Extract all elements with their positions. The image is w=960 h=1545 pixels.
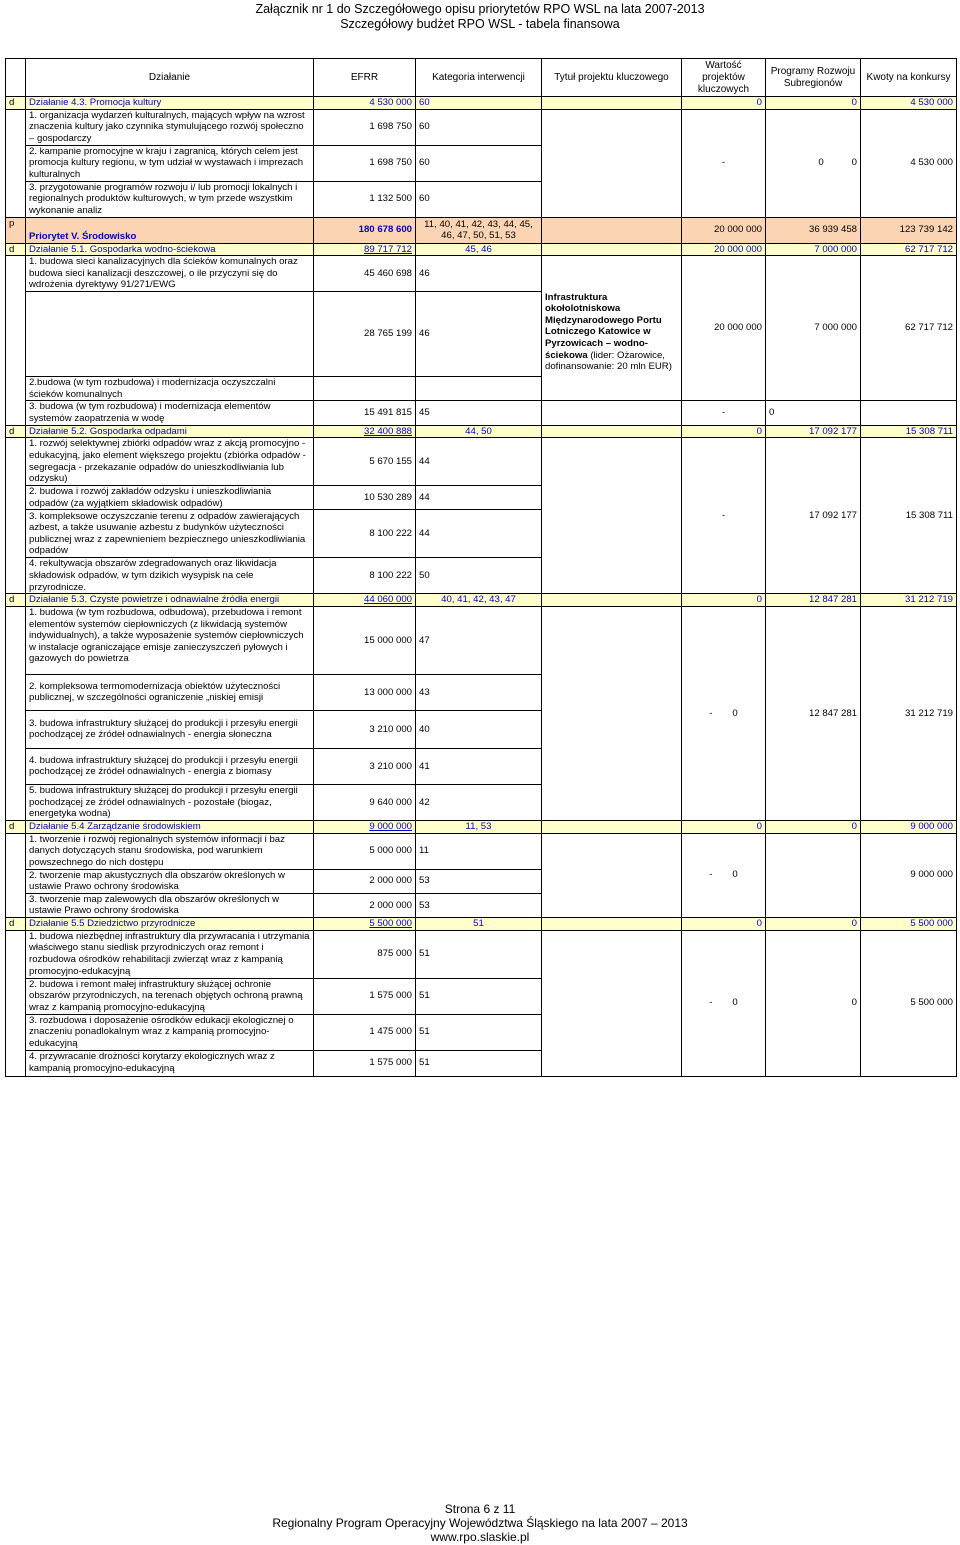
efrr-cell: 1 698 750	[314, 145, 416, 181]
item-description: 5. budowa infrastruktury służącej do produkcji i przesyłu energii pochodzącej ze źródeł odnawialnych - pozostałe (biogaz, energetyka wodna)	[26, 784, 314, 820]
amount-cell: 5 500 000	[861, 930, 957, 1076]
category-cell: 46	[416, 292, 542, 377]
programs-cell: 0	[766, 97, 861, 110]
programs-value-2: 0	[851, 157, 857, 169]
table-row	[6, 217, 957, 243]
programs-cell	[766, 109, 861, 217]
key-project-name: Infrastruktura okołolotniskowa Międzynarodowego Portu Lotniczego Katowice w Pyrzowicach – wodno-ściekowa	[545, 291, 662, 361]
item-description: 4. przywracanie drożności korytarzy ekologicznych wraz z kampanią promocyjno-edukacyjną	[26, 1050, 314, 1076]
amount-cell: 5 500 000	[861, 917, 957, 930]
key-project-details: (lider: Ożarowice, dofinansowanie: 20 mln EUR)	[545, 349, 672, 373]
efrr-cell	[314, 377, 416, 401]
title-cell	[542, 820, 682, 833]
table-row	[6, 606, 957, 674]
category-cell: 51	[416, 1014, 542, 1050]
item-description: 3. budowa (w tym rozbudowa) i modernizacja elementów systemów zaopatrzenia w wodę	[26, 401, 314, 425]
amount-cell: 9 000 000	[861, 833, 957, 917]
row-mark	[6, 833, 26, 917]
efrr-cell: 4 530 000	[314, 97, 416, 110]
table-row	[6, 97, 957, 110]
category-cell: 60	[416, 109, 542, 145]
item-description: 3. budowa infrastruktury służącej do produkcji i przesyłu energii pochodzącej ze źródeł odnawialnych - energia słoneczna	[26, 710, 314, 748]
programs-cell: 17 092 177	[766, 425, 861, 438]
category-cell: 45	[416, 401, 542, 425]
category-cell: 51	[416, 1050, 542, 1076]
row-mark: d	[6, 97, 26, 110]
website-link[interactable]: www.rpo.slaskie.pl	[430, 1530, 530, 1544]
section-title: Działanie 5.1. Gospodarka wodno-ściekowa	[26, 243, 314, 256]
efrr-cell: 2 000 000	[314, 893, 416, 917]
table-header-row	[6, 59, 957, 97]
item-description: 1. rozwój selektywnej zbiórki odpadów wraz z akcją promocyjno - edukacyjną, jako element większego projektu (zbiórka odpadów - segregacja - przekazanie odpadów do unieszkodliwiania lub odzysku)	[26, 438, 314, 486]
efrr-cell: 8 100 222	[314, 510, 416, 558]
category-cell: 60	[416, 145, 542, 181]
value-cell	[682, 930, 766, 1076]
item-description: 2. budowa i remont małej infrastruktury służącej ochronie obszarów przyrodniczych, na terenach objętych ochroną prawną wraz z kampanią promocyjno-edukacyjną	[26, 978, 314, 1014]
category-cell: 11	[416, 833, 542, 869]
programs-cell: 7 000 000	[766, 243, 861, 256]
value-zero: 0	[732, 707, 738, 719]
amount-cell: 4 530 000	[861, 109, 957, 217]
row-mark: d	[6, 820, 26, 833]
efrr-cell: 10 530 289	[314, 486, 416, 510]
item-description: 2.budowa (w tym rozbudowa) i modernizacja oczyszczalni ścieków komunalnych	[26, 377, 314, 401]
efrr-cell: 1 575 000	[314, 978, 416, 1014]
category-cell: 44, 50	[416, 425, 542, 438]
efrr-cell: 5 670 155	[314, 438, 416, 486]
efrr-cell: 9 000 000	[314, 820, 416, 833]
efrr-cell: 5 000 000	[314, 833, 416, 869]
amount-cell: 15 308 711	[861, 438, 957, 594]
efrr-cell: 1 575 000	[314, 1050, 416, 1076]
category-cell: 44	[416, 438, 542, 486]
title-cell	[542, 594, 682, 607]
item-description: 1. budowa niezbędnej infrastruktury dla przywracania i utrzymania właściwego stanu siedlisk przyrodniczych oraz remont i rozbudowa ośrodków rehabilitacji zwierząt wraz z kampanią promocyjno-edukacyjną	[26, 930, 314, 978]
title-cell	[542, 425, 682, 438]
programs-cell: 0	[766, 930, 861, 1076]
value-zero: 0	[732, 869, 738, 881]
efrr-cell: 32 400 888	[314, 425, 416, 438]
row-mark: d	[6, 917, 26, 930]
header-cell-programy: Programy Rozwoju Subregionów	[766, 59, 861, 97]
programs-cell	[766, 833, 861, 917]
row-mark: d	[6, 425, 26, 438]
efrr-cell: 89 717 712	[314, 243, 416, 256]
header-cell-kategoria: Kategoria interwencji	[416, 59, 542, 97]
amount-cell: 31 212 719	[861, 594, 957, 607]
item-description: 3. kompleksowe oczyszczanie terenu z odpadów zawierających azbest, a także usuwanie azbestu z budynków użyteczności publicznej wraz z zapewnieniem bezpiecznego unieszkodliwiania odpadów	[26, 510, 314, 558]
row-mark	[6, 930, 26, 1076]
item-description: 3. przygotowanie programów rozwoju i/ lub promocji lokalnych i regionalnych produktów kulturowych, w tym przede wszystkim wykonanie analiz	[26, 181, 314, 217]
table-row	[6, 917, 957, 930]
table-row	[6, 438, 957, 486]
item-description: 2. budowa i rozwój zakładów odzysku i unieszkodliwiania odpadów (za wyjątkiem składowisk odpadów)	[26, 486, 314, 510]
title-cell	[542, 917, 682, 930]
header-cell-efrr: EFRR	[314, 59, 416, 97]
title-cell	[542, 217, 682, 243]
category-cell: 40	[416, 710, 542, 748]
header-cell-dzialanie: Działanie	[26, 59, 314, 97]
row-mark	[6, 109, 26, 217]
section-title: Działanie 5.2. Gospodarka odpadami	[26, 425, 314, 438]
efrr-cell: 1 475 000	[314, 1014, 416, 1050]
category-cell: 51	[416, 917, 542, 930]
row-mark	[6, 256, 26, 425]
value-dash: -	[709, 869, 713, 881]
document-title: Załącznik nr 1 do Szczegółowego opisu priorytetów RPO WSL na lata 2007-2013	[255, 2, 705, 16]
programs-cell: 12 847 281	[766, 606, 861, 820]
efrr-cell: 3 210 000	[314, 748, 416, 784]
category-cell: 11, 53	[416, 820, 542, 833]
amount-cell: 123 739 142	[861, 217, 957, 243]
amount-cell: 4 530 000	[861, 97, 957, 110]
efrr-cell: 1 132 500	[314, 181, 416, 217]
row-mark: d	[6, 243, 26, 256]
efrr-cell: 9 640 000	[314, 784, 416, 820]
amount-cell	[861, 401, 957, 425]
programs-cell: 7 000 000	[766, 256, 861, 401]
efrr-cell: 44 060 000	[314, 594, 416, 607]
row-mark: d	[6, 594, 26, 607]
item-description	[26, 292, 314, 377]
efrr-cell: 3 210 000	[314, 710, 416, 748]
key-project-title	[542, 256, 682, 401]
efrr-cell: 875 000	[314, 930, 416, 978]
amount-cell: 62 717 712	[861, 256, 957, 401]
section-title: Działanie 5.5 Dziedzictwo przyrodnicze	[26, 917, 314, 930]
value-cell: 0	[682, 594, 766, 607]
category-cell: 51	[416, 930, 542, 978]
program-name: Regionalny Program Operacyjny Województwa Śląskiego na lata 2007 – 2013	[272, 1516, 688, 1530]
value-cell: -	[682, 438, 766, 594]
item-description: 4. rekultywacja obszarów zdegradowanych oraz likwidacja składowisk odpadów, w tym dzikich wysypisk na cele przyrodnicze.	[26, 558, 314, 594]
amount-cell: 62 717 712	[861, 243, 957, 256]
value-cell: 0	[682, 820, 766, 833]
item-description: 3. rozbudowa i doposażenie ośrodków edukacji ekologicznej o znaczeniu ponadlokalnym wraz z kampanią promocyjno-edukacyjną	[26, 1014, 314, 1050]
value-cell: 0	[682, 425, 766, 438]
category-cell: 60	[416, 181, 542, 217]
value-cell: 20 000 000	[682, 256, 766, 401]
table-row	[6, 820, 957, 833]
amount-cell: 9 000 000	[861, 820, 957, 833]
budget-table	[5, 58, 957, 1077]
table-row	[6, 401, 957, 425]
value-cell	[682, 606, 766, 820]
title-cell	[542, 930, 682, 1076]
item-description: 3. tworzenie map zalewowych dla obszarów określonych w ustawie Prawo ochrony środowiska	[26, 893, 314, 917]
value-cell: 20 000 000	[682, 217, 766, 243]
title-cell	[542, 97, 682, 110]
item-description: 2. tworzenie map akustycznych dla obszarów określonych w ustawie Prawo ochrony środowiska	[26, 869, 314, 893]
category-cell: 46	[416, 256, 542, 292]
category-cell: 43	[416, 674, 542, 710]
header-cell-mark	[6, 59, 26, 97]
efrr-cell: 15 000 000	[314, 606, 416, 674]
header-cell-tytul: Tytuł projektu kluczowego	[542, 59, 682, 97]
title-cell	[542, 606, 682, 820]
section-title: Działanie 5.3. Czyste powietrze i odnawialne źródła energii	[26, 594, 314, 607]
priority-title: Priorytet V. Środowisko	[26, 217, 314, 243]
programs-cell: 0	[766, 401, 861, 425]
category-cell: 45, 46	[416, 243, 542, 256]
efrr-cell: 180 678 600	[314, 217, 416, 243]
category-cell: 51	[416, 978, 542, 1014]
page-number: Strona 6 z 11	[444, 1502, 516, 1516]
category-cell: 60	[416, 97, 542, 110]
header-cell-wartosc: Wartość projektów kluczowych	[682, 59, 766, 97]
efrr-cell: 2 000 000	[314, 869, 416, 893]
section-title: Działanie 4.3. Promocja kultury	[26, 97, 314, 110]
title-cell	[542, 109, 682, 217]
row-mark	[6, 438, 26, 594]
efrr-cell: 28 765 199	[314, 292, 416, 377]
efrr-cell: 8 100 222	[314, 558, 416, 594]
value-cell: 0	[682, 917, 766, 930]
efrr-cell: 1 698 750	[314, 109, 416, 145]
title-cell	[542, 438, 682, 594]
category-cell: 50	[416, 558, 542, 594]
value-cell	[682, 833, 766, 917]
item-description: 1. organizacja wydarzeń kulturalnych, mających wpływ na wzrost znaczenia kultury jako czynnika stymulującego rozwój społeczno – gospodarczy	[26, 109, 314, 145]
programs-cell: 0	[766, 820, 861, 833]
efrr-cell: 45 460 698	[314, 256, 416, 292]
efrr-cell: 13 000 000	[314, 674, 416, 710]
title-cell	[542, 243, 682, 256]
category-cell: 42	[416, 784, 542, 820]
row-mark: p	[6, 217, 26, 243]
efrr-cell: 5 500 000	[314, 917, 416, 930]
category-cell: 40, 41, 42, 43, 47	[416, 594, 542, 607]
value-zero: 0	[732, 997, 738, 1009]
value-cell: -	[682, 401, 766, 425]
category-cell: 11, 40, 41, 42, 43, 44, 45, 46, 47, 50, 51, 53	[416, 217, 542, 243]
category-cell	[416, 377, 542, 401]
table-row	[6, 594, 957, 607]
value-dash: -	[709, 997, 713, 1009]
efrr-cell: 15 491 815	[314, 401, 416, 425]
category-cell: 41	[416, 748, 542, 784]
document-subtitle: Szczegółowy budżet RPO WSL - tabela finansowa	[340, 17, 620, 31]
programs-cell: 36 939 458	[766, 217, 861, 243]
table-row	[6, 425, 957, 438]
header-cell-kwoty: Kwoty na konkursy	[861, 59, 957, 97]
item-description: 1. budowa (w tym rozbudowa, odbudowa), przebudowa i remont elementów systemów ciepłowniczych (z likwidacją systemów indywidualnych), a także wyposażenie systemów ciepłowniczych w instalacje ograniczające emisje zanieczyszczeń pyłowych i gazowych do powietrza	[26, 606, 314, 674]
programs-cell: 12 847 281	[766, 594, 861, 607]
title-cell	[542, 833, 682, 917]
category-cell: 47	[416, 606, 542, 674]
table-row	[6, 256, 957, 292]
category-cell: 53	[416, 869, 542, 893]
item-description: 1. tworzenie i rozwój regionalnych systemów informacji i baz danych dotyczących stanu środowiska, pod warunkiem powszechnego do nich dostępu	[26, 833, 314, 869]
value-dash: -	[709, 707, 713, 719]
value-cell: 20 000 000	[682, 243, 766, 256]
item-description: 2. kampanie promocyjne w kraju i zagranicą, których celem jest promocja kultury regionu, w tym udział w wystawach i imprezach kulturalnych	[26, 145, 314, 181]
table-row	[6, 930, 957, 978]
table-row	[6, 109, 957, 145]
category-cell: 44	[416, 486, 542, 510]
title-cell	[542, 401, 682, 425]
value-cell: 0	[682, 97, 766, 110]
item-description: 4. budowa infrastruktury służącej do produkcji i przesyłu energii pochodzącej ze źródeł odnawialnych - energia z biomasy	[26, 748, 314, 784]
row-mark	[6, 606, 26, 820]
item-description: 1. budowa sieci kanalizacyjnych dla ścieków komunalnych oraz budowa sieci kanalizacji deszczowej, o ile przyczyni się do wdrożenia dyrektywy 91/271/EWG	[26, 256, 314, 292]
programs-value: 0	[818, 157, 824, 169]
amount-cell: 31 212 719	[861, 606, 957, 820]
section-title: Działanie 5.4 Zarządzanie środowiskiem	[26, 820, 314, 833]
item-description: 2. kompleksowa termomodernizacja obiektów użyteczności publicznej, w szczególności ograniczenie „niskiej emisji	[26, 674, 314, 710]
programs-cell: 0	[766, 917, 861, 930]
value-cell: -	[682, 109, 766, 217]
table-row	[6, 833, 957, 869]
category-cell: 44	[416, 510, 542, 558]
programs-cell: 17 092 177	[766, 438, 861, 594]
category-cell: 53	[416, 893, 542, 917]
table-row	[6, 243, 957, 256]
amount-cell: 15 308 711	[861, 425, 957, 438]
